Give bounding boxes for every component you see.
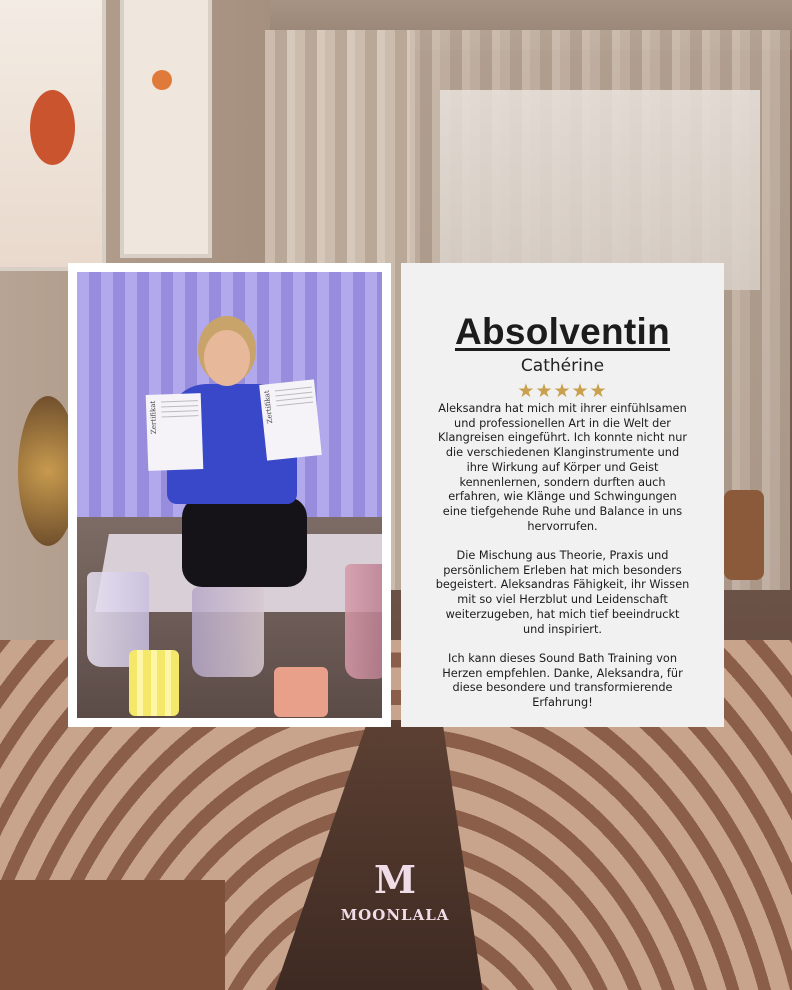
text-line: ihre Wirkung auf Körper und Geist <box>466 460 659 474</box>
person-legs <box>182 497 307 587</box>
text-line: Aleksandra hat mich mit ihrer einfühlsamen <box>438 402 687 415</box>
text-line: weiterzugeben, hat mich tief beeindruckt <box>445 607 680 621</box>
text-line: Die Mischung aus Theorie, Praxis und <box>456 549 669 563</box>
text-line: persönlichem Erleben hat mich besonders <box>443 563 682 577</box>
text-line: kennenlernen, sondern durften auch <box>459 475 666 489</box>
text-line: erfahren, wie Klänge und Schwingungen <box>448 490 677 504</box>
reviewer-name: Cathérine <box>520 356 605 376</box>
logo-monogram: M <box>373 857 417 902</box>
wall-art-figure <box>120 0 212 258</box>
candle-pink <box>274 667 328 717</box>
testimonial-paragraph <box>409 549 716 637</box>
text-line: Ich kann dieses Sound Bath Training von <box>448 651 677 665</box>
moonlala-logo <box>320 858 470 924</box>
text-line: Herzen empfehlen. Danke, Aleksandra, für <box>442 666 683 680</box>
candle-yellow <box>129 650 179 716</box>
testimonial-card <box>401 263 724 727</box>
wall-art-moons <box>0 0 106 271</box>
star-rating: ★★★★★ <box>517 380 608 402</box>
text-line: hervorrufen. <box>527 519 598 533</box>
testimonial-paragraph <box>409 652 716 711</box>
testimonial-text <box>401 402 724 711</box>
window <box>440 90 760 290</box>
crystal-bowl <box>345 564 382 679</box>
text-line: Erfahrung! <box>532 696 593 710</box>
text-line: diese besondere und transformierende <box>452 681 673 695</box>
crystal-bowl <box>192 587 264 677</box>
card-title: Absolventin <box>454 311 671 352</box>
certificate-left: Zertifikat <box>146 393 204 471</box>
cork-block <box>0 880 225 990</box>
graduate-photo <box>68 263 391 727</box>
text-line: mit so viel Herzblut und Leidenschaft <box>457 593 668 607</box>
logo-wordmark: MOONLALA <box>340 906 450 924</box>
text-line: Klangreisen eingeführt. Ich konnte nicht nur <box>437 431 688 445</box>
photo-content <box>77 272 382 718</box>
basket <box>724 490 764 580</box>
person-head <box>204 330 250 386</box>
text-line: begeistert. Aleksandras Fähigkeit, ihr Wissen <box>435 578 690 592</box>
text-line: und inspiriert. <box>523 622 602 636</box>
text-line: und professionellen Art in die Welt der <box>454 416 671 430</box>
text-line: die verschiedenen Klanginstrumente und <box>445 446 680 460</box>
text-line: eine tiefgehende Ruhe und Balance in uns <box>442 504 683 518</box>
testimonial-paragraph <box>409 402 716 534</box>
certificate-right: Zertifikat <box>259 379 322 460</box>
